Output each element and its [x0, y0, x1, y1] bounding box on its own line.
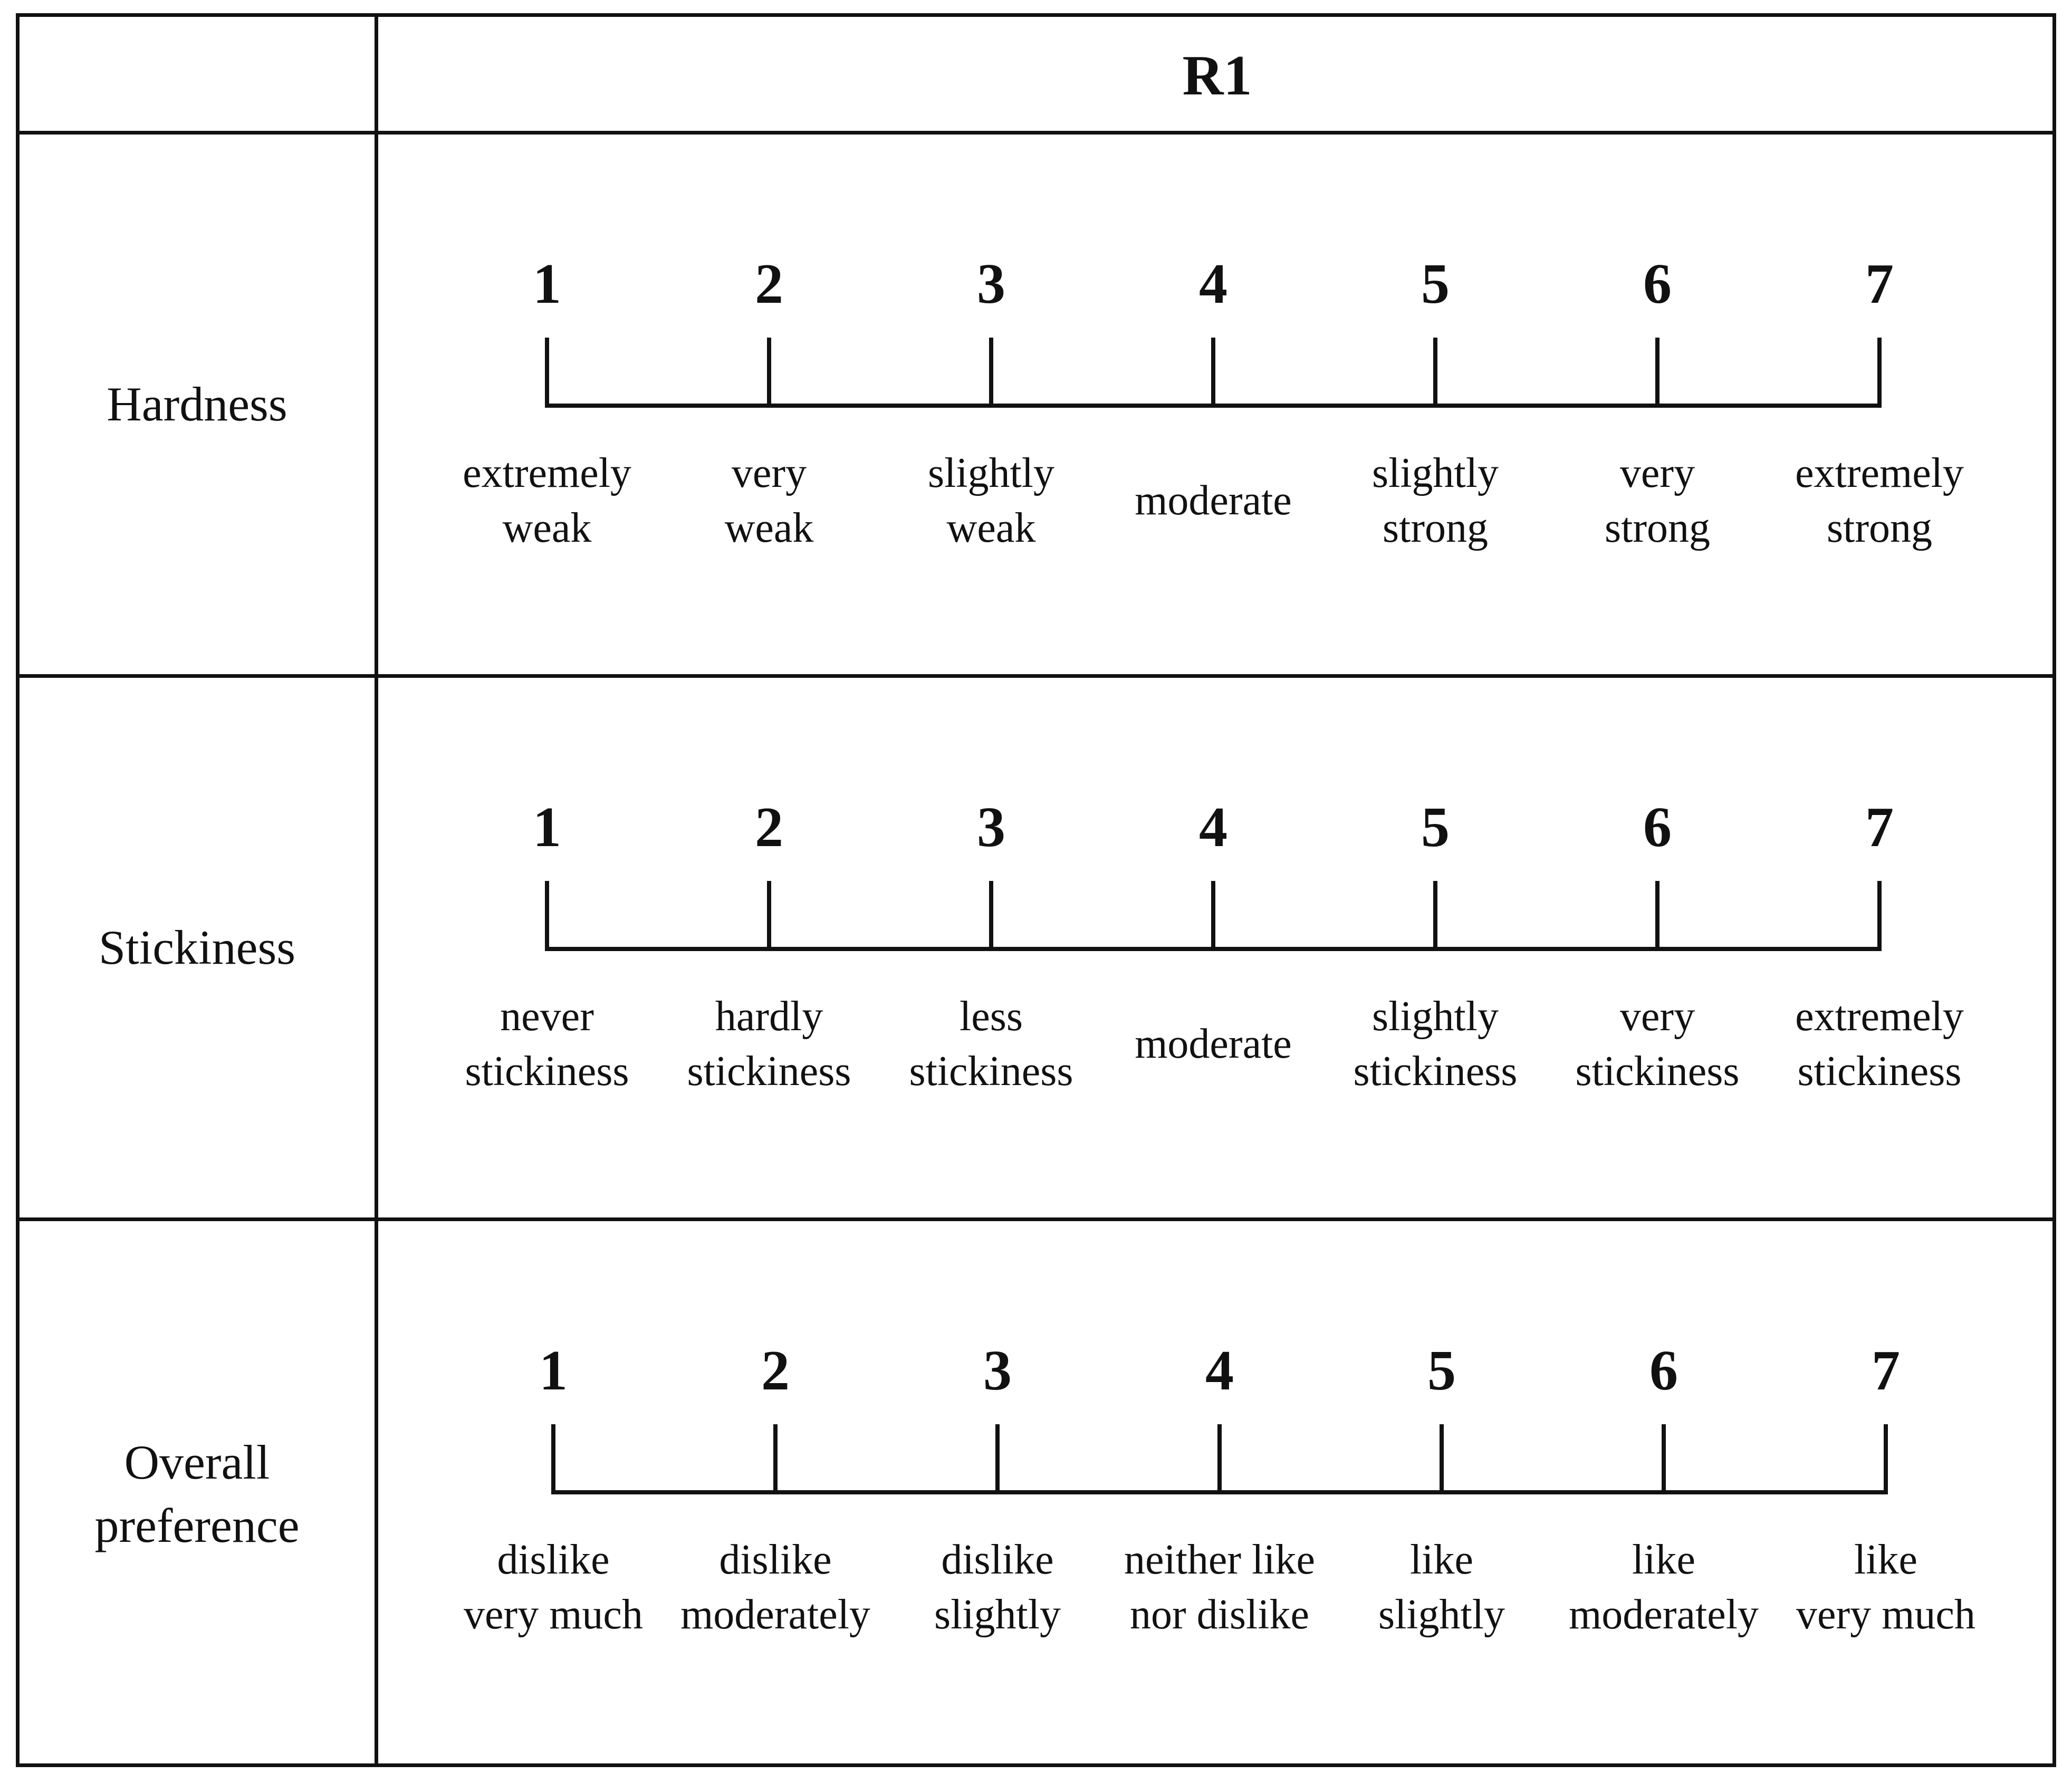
- scale-point-number: 6: [1643, 253, 1672, 315]
- scale-point-number: 2: [755, 253, 783, 315]
- scale-tick: [1877, 881, 1882, 951]
- scale-tick: [1211, 881, 1215, 951]
- column-header-r1: R1: [1182, 44, 1252, 107]
- scale-point-number: 7: [1865, 253, 1894, 315]
- scale-tick: [995, 1424, 1000, 1494]
- scale-stickiness: [20, 678, 2052, 1217]
- scale-tick: [989, 338, 993, 407]
- scale-point-number: 5: [1427, 1339, 1456, 1402]
- scale-anchor-label: slightly stickiness: [1353, 993, 1518, 1095]
- row-hardness: [20, 135, 2052, 674]
- scale-tick: [1655, 881, 1659, 951]
- scale-anchor-label: hardly stickiness: [687, 993, 851, 1095]
- scale-tick: [1884, 1424, 1888, 1494]
- scale-point-number: 4: [1199, 796, 1227, 859]
- scale-point-number: 3: [977, 796, 1005, 859]
- scale-point-number: 4: [1199, 253, 1227, 315]
- scale-point-number: 7: [1865, 796, 1894, 859]
- scale-anchor-label: neither like nor dislike: [1124, 1537, 1316, 1638]
- scale-tick: [1655, 338, 1659, 407]
- scale-tick: [989, 881, 993, 951]
- scale-tick: [767, 881, 771, 951]
- scale-tick: [1440, 1424, 1444, 1494]
- scale-anchor-label: like moderately: [1569, 1537, 1759, 1638]
- scale-anchor-label: very weak: [724, 450, 814, 551]
- scale-point-number: 4: [1205, 1339, 1234, 1402]
- scale-anchor-label: like slightly: [1378, 1537, 1505, 1638]
- scale-overall-preference: [20, 1221, 2052, 1767]
- scale-point-number: 6: [1643, 796, 1672, 859]
- scale-tick: [1877, 338, 1882, 407]
- scale-tick: [1217, 1424, 1222, 1494]
- scale-anchor-label: very stickiness: [1575, 993, 1740, 1095]
- scale-hardness: [20, 135, 2052, 674]
- scale-point-number: 1: [533, 253, 561, 315]
- scale-point-number: 5: [1421, 796, 1450, 859]
- scale-anchor-label: never stickiness: [465, 993, 629, 1095]
- scale-anchor-label: dislike very much: [464, 1537, 643, 1638]
- scale-point-number: 3: [977, 253, 1005, 315]
- scale-anchor-label: moderate: [1135, 477, 1292, 524]
- scale-anchor-label: less stickiness: [909, 993, 1073, 1095]
- scale-point-number: 3: [983, 1339, 1012, 1402]
- scale-anchor-label: extremely strong: [1795, 450, 1964, 551]
- row-divider: [20, 674, 2052, 678]
- row-label-text: Overall preference: [94, 1435, 300, 1552]
- scale-tick: [767, 338, 771, 407]
- scale-point-number: 6: [1649, 1339, 1678, 1402]
- row-label-text: Stickiness: [98, 920, 296, 974]
- scale-point-number: 2: [761, 1339, 790, 1402]
- row-overall-preference: [20, 1221, 2052, 1767]
- row-divider: [20, 1217, 2052, 1221]
- row-label-text: Hardness: [107, 377, 287, 431]
- scale-anchor-label: extremely stickiness: [1795, 993, 1964, 1095]
- rating-scale-table: [16, 13, 2056, 1767]
- scale-tick: [1433, 881, 1437, 951]
- scale-tick: [1211, 338, 1215, 407]
- scale-point-number: 5: [1421, 253, 1450, 315]
- scale-point-number: 1: [539, 1339, 568, 1402]
- scale-anchor-label: dislike moderately: [680, 1537, 870, 1638]
- scale-tick: [1662, 1424, 1666, 1494]
- scale-anchor-label: extremely weak: [463, 450, 631, 551]
- scale-point-number: 1: [533, 796, 561, 859]
- scale-tick: [545, 881, 549, 951]
- scale-anchor-label: slightly strong: [1371, 450, 1499, 551]
- scale-tick: [551, 1424, 555, 1494]
- row-stickiness: [20, 678, 2052, 1217]
- scale-anchor-label: slightly weak: [927, 450, 1055, 551]
- scale-anchor-label: like very much: [1796, 1537, 1975, 1638]
- scale-anchor-label: moderate: [1135, 1021, 1292, 1067]
- scale-tick: [1433, 338, 1437, 407]
- scale-point-number: 7: [1872, 1339, 1900, 1402]
- scale-tick: [773, 1424, 778, 1494]
- scale-point-number: 2: [755, 796, 783, 859]
- scale-anchor-label: very strong: [1605, 450, 1710, 551]
- scale-anchor-label: dislike slightly: [934, 1537, 1061, 1638]
- scale-tick: [545, 338, 549, 407]
